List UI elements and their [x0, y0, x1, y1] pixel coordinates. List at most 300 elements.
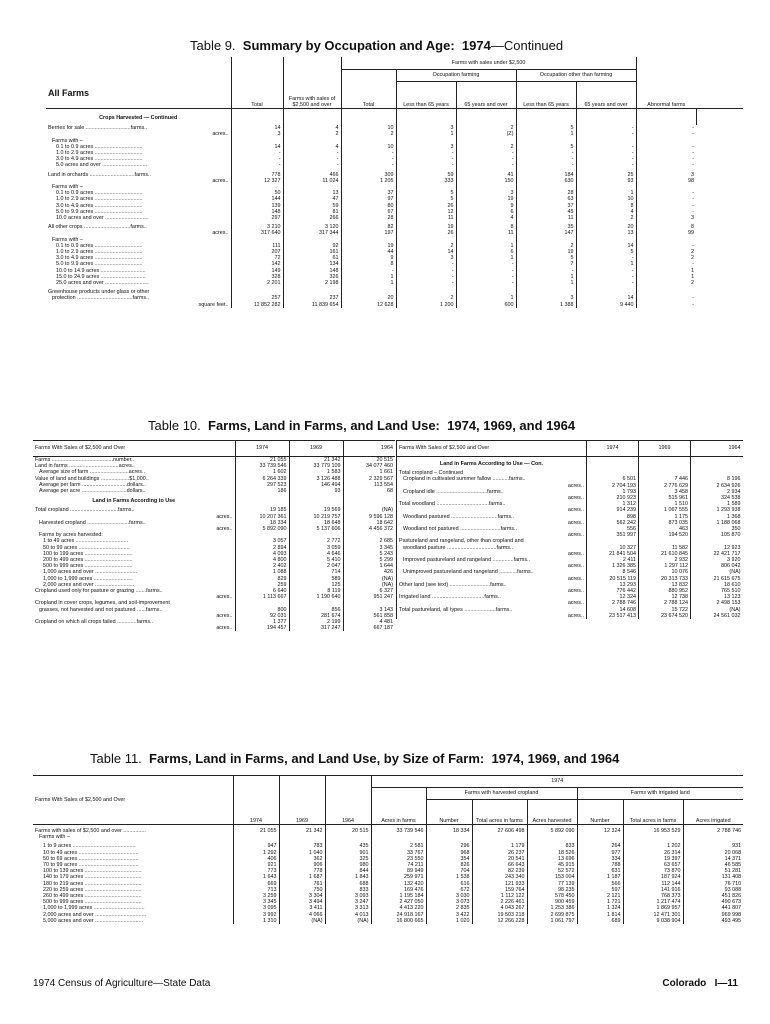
- cell-value: -: [516, 156, 576, 162]
- cell-value: 3 259: [233, 893, 279, 899]
- cell-value: -: [456, 156, 516, 162]
- row-label: Total cropland – Continued: [397, 470, 587, 476]
- cell-value: 197: [341, 230, 396, 236]
- cell-value: 2 776 629: [639, 483, 691, 489]
- cell-value: 296: [426, 840, 472, 849]
- cell-value: 493 495: [683, 918, 743, 924]
- cell-value: 184: [516, 169, 576, 178]
- cell-value: 10: [341, 144, 396, 150]
- table-row: [33, 625, 395, 631]
- cell-value: 12 628: [341, 302, 396, 308]
- cell-value: 3 120: [283, 221, 341, 230]
- cell-value: 82: [341, 221, 396, 230]
- cell-value: 1 869 957: [623, 905, 683, 911]
- cell-value: 148: [283, 268, 341, 274]
- cell-value: 3 920: [691, 557, 743, 563]
- cell-value: (NA): [691, 607, 743, 613]
- cell-value: 906: [279, 862, 325, 868]
- cell-value: -: [456, 280, 516, 286]
- t11-col-h-harvested: Acres harvested: [527, 800, 577, 825]
- row-label: acres..: [216, 612, 233, 619]
- cell-value: 161: [283, 249, 341, 255]
- cell-value: 768 373: [623, 893, 683, 899]
- cell-value: 600: [456, 302, 516, 308]
- cell-value: 672: [426, 887, 472, 893]
- cell-value: [283, 286, 341, 295]
- cell-value: 689: [577, 918, 623, 924]
- cell-value: 3 494: [279, 899, 325, 905]
- cell-value: 14 608: [587, 607, 639, 613]
- cell-value: (NA): [343, 576, 395, 582]
- row-label: acres..: [397, 563, 587, 569]
- cell-value: -: [692, 261, 695, 268]
- cell-value: 1 687: [279, 874, 325, 880]
- row-label: acres..: [216, 513, 233, 520]
- cell-value: 4: [576, 209, 636, 215]
- cell-value: -: [516, 268, 576, 274]
- cell-value: 4 093: [235, 551, 289, 557]
- cell-value: 5 137 606: [289, 526, 343, 532]
- row-label: 1.0 to 2.9 acres ................................: [46, 196, 231, 202]
- cell-value: [235, 494, 289, 507]
- cell-value: 21 841 504: [587, 551, 639, 557]
- cell-value: 566: [577, 881, 623, 887]
- cell-value: 19 185: [235, 507, 289, 513]
- footer-census-label: 1974 Census of Agriculture—State Data: [33, 978, 211, 989]
- cell-value: 8: [341, 261, 396, 267]
- cell-value: 2 581: [371, 840, 426, 849]
- cell-value: 589: [289, 576, 343, 582]
- row-label: 5.0 to 9.9 acres ................................: [46, 209, 231, 215]
- cell-value: 406: [233, 856, 279, 862]
- cell-value: 351 997: [587, 532, 639, 538]
- cell-value: 121 933: [472, 881, 527, 887]
- cell-value: 99: [688, 230, 695, 237]
- row-label: woodland pasture .................................farms..: [397, 545, 587, 551]
- cell-value: 7 446: [639, 476, 691, 482]
- cell-value: 2 226 461: [472, 899, 527, 905]
- cell-value: -: [576, 156, 636, 162]
- cell-value: 59: [396, 169, 456, 178]
- cell-value: 125: [289, 582, 343, 588]
- cell-value: -: [396, 150, 456, 156]
- cell-value: 12 738: [639, 594, 691, 600]
- cell-value: 969 998: [683, 912, 743, 918]
- cell-value: 52 572: [527, 868, 577, 874]
- cell-value: 968: [426, 850, 472, 856]
- row-label: Average per farm ..............................dollars..: [39, 481, 146, 488]
- cell-value: [231, 286, 283, 295]
- cell-value: 2 411: [587, 557, 639, 563]
- cell-value: 6 501: [587, 476, 639, 482]
- cell-value: 4 013: [325, 912, 371, 918]
- table-row: [46, 286, 743, 295]
- row-label: 1,000 to 1,999 acres ..........................: [43, 575, 133, 582]
- cell-value: 259 971: [371, 874, 426, 880]
- cell-value: 1 205: [341, 178, 396, 184]
- cell-value: 788: [577, 862, 623, 868]
- cell-value: 169 476: [371, 887, 426, 893]
- cell-value: 1 067 555: [639, 507, 691, 513]
- cell-value: 9: [456, 203, 516, 209]
- cell-value: 2: [283, 131, 341, 137]
- cell-value: 1 602: [235, 469, 289, 475]
- cell-value: 1 020: [426, 918, 472, 924]
- cell-value: 667 187: [343, 625, 395, 631]
- cell-value: -: [456, 150, 516, 156]
- table-row: [46, 169, 743, 178]
- cell-value: 159 764: [472, 887, 527, 893]
- cell-value: 2 634 926: [691, 483, 743, 489]
- cell-value: 5: [516, 144, 576, 150]
- cell-value: -: [576, 280, 636, 286]
- cell-value: 150: [456, 178, 516, 184]
- cell-value: -: [231, 150, 283, 156]
- cell-value: 1 583: [289, 469, 343, 475]
- cell-value: 9 038 904: [623, 918, 683, 924]
- cell-value: 259: [235, 582, 289, 588]
- cell-value: 1 510: [639, 501, 691, 507]
- cell-value: 1 721: [577, 899, 623, 905]
- cell-value: 18 610: [691, 582, 743, 588]
- cell-value: -: [692, 131, 695, 138]
- row-label: 1 to 9 acres ..........................................: [43, 843, 136, 850]
- cell-value: 3 304: [279, 893, 325, 899]
- cell-value: 2 934: [691, 489, 743, 495]
- cell-value: -: [396, 261, 456, 267]
- cell-value: 19: [396, 221, 456, 230]
- table10-right: [396, 440, 743, 619]
- cell-value: 47: [283, 196, 341, 202]
- cell-value: 74 211: [371, 862, 426, 868]
- t11-col-h-total: Total acres in farms: [472, 800, 527, 825]
- row-label: Improved pastureland and rangeland ..............farms..: [397, 557, 587, 563]
- cell-value: 435: [325, 840, 371, 849]
- cell-value: 5 299: [343, 557, 395, 563]
- cell-value: 3 126 488: [289, 476, 343, 482]
- t11-col-i-irrigated: Acres irrigated: [683, 800, 743, 825]
- cell-value: 898: [587, 514, 639, 520]
- cell-value: 26: [396, 203, 456, 209]
- cell-value: 616: [426, 881, 472, 887]
- footer-page-number: I—11: [714, 978, 738, 989]
- cell-value: 2: [691, 255, 695, 262]
- cell-value: 3: [456, 190, 516, 196]
- footer-state: Colorado: [662, 978, 707, 989]
- cell-value: 7: [516, 261, 576, 267]
- cell-value: 5: [516, 125, 576, 131]
- cell-value: 2: [516, 243, 576, 249]
- row-label: Berries for sale ..............................farms..: [46, 125, 231, 131]
- cell-value: 326: [283, 274, 341, 280]
- cell-value: 334: [577, 856, 623, 862]
- cell-value: 19: [516, 249, 576, 255]
- cell-value: 141 916: [623, 887, 683, 893]
- cell-value: 14: [231, 144, 283, 150]
- cell-value: 2: [456, 144, 516, 150]
- cell-value: -: [283, 162, 341, 168]
- cell-value: -: [456, 162, 516, 168]
- cell-value: 3 313: [325, 905, 371, 911]
- cell-value: 146 494: [289, 482, 343, 488]
- cell-value: 113 554: [343, 482, 395, 488]
- t11-col-i-number: Number: [577, 800, 623, 825]
- cell-value: 13 123: [691, 594, 743, 600]
- row-label: 10 to 49 acres ........................................: [43, 849, 139, 856]
- cell-value: 10 219 757: [289, 514, 343, 520]
- cell-value: 41: [456, 169, 516, 178]
- cell-value: -: [396, 268, 456, 274]
- cell-value: [456, 286, 516, 295]
- cell-value: 1 061 797: [527, 918, 577, 924]
- cell-value: 1: [576, 261, 636, 267]
- cell-value: 5 243: [343, 551, 395, 557]
- cell-value: -: [692, 301, 695, 308]
- t9-group-occ-other: Occupation other than farming: [516, 70, 636, 82]
- cell-value: 5: [516, 255, 576, 261]
- cell-value: 1: [516, 131, 576, 137]
- cell-value: 3 030: [426, 893, 472, 899]
- cell-value: 8 119: [289, 588, 343, 594]
- cell-value: 187 924: [623, 874, 683, 880]
- cell-value: -: [692, 143, 695, 150]
- cell-value: 900 459: [527, 899, 577, 905]
- cell-value: 1 088: [235, 569, 289, 575]
- cell-value: -: [396, 280, 456, 286]
- table-row: [33, 918, 743, 924]
- cell-value: 714: [289, 569, 343, 575]
- cell-value: 257: [231, 295, 283, 301]
- table9-row-header: All Farms: [48, 88, 90, 98]
- cell-value: 23 550: [371, 856, 426, 862]
- cell-value: 873 035: [639, 520, 691, 526]
- cell-value: 1 324: [577, 905, 623, 911]
- row-label: Farms with –: [46, 184, 231, 190]
- cell-value: 1 377: [235, 619, 289, 625]
- cell-value: 111: [231, 243, 283, 249]
- table-row: [46, 221, 743, 230]
- row-label: 0.1 to 0.9 acres ................................: [46, 144, 231, 150]
- cell-value: (NA): [279, 918, 325, 924]
- t11-group-harvested: Farms with harvested cropland: [426, 788, 577, 800]
- cell-value: 297: [231, 215, 283, 221]
- cell-value: -: [396, 156, 456, 162]
- row-label: 2,000 acres and over ..................................: [43, 911, 147, 918]
- cell-value: 10 076: [639, 569, 691, 575]
- cell-value: 1 793: [587, 489, 639, 495]
- cell-value: 2 788 746: [683, 825, 743, 835]
- cell-value: 1: [516, 280, 576, 286]
- row-label: Woodland pastured ...............................farms..: [397, 514, 587, 520]
- cell-value: 562 242: [587, 520, 639, 526]
- table-row: [33, 494, 395, 507]
- row-label: Average size of farm ..........................acres..: [39, 469, 145, 476]
- cell-value: 148: [231, 209, 283, 215]
- cell-value: 134: [283, 261, 341, 267]
- cell-value: 20: [576, 221, 636, 230]
- cell-value: 2 199: [289, 619, 343, 625]
- row-label: 70 to 99 acres ........................................: [43, 862, 139, 869]
- row-label: Value of land and buildings ...................$1,000..: [35, 475, 149, 482]
- cell-value: 11: [516, 215, 576, 221]
- cell-value: 18 334: [235, 520, 289, 526]
- cell-value: 45: [516, 209, 576, 215]
- cell-value: 2 427 050: [371, 899, 426, 905]
- cell-value: 98 235: [527, 887, 577, 893]
- cell-value: 3 057: [235, 538, 289, 544]
- t10-left-header: Farms With Sales of $2,500 and Over: [35, 445, 126, 452]
- cell-value: 20 515 119: [587, 576, 639, 582]
- cell-value: 8: [691, 224, 695, 231]
- cell-value: 2 835: [426, 905, 472, 911]
- cell-value: 980: [325, 862, 371, 868]
- cell-value: 317 247: [289, 625, 343, 631]
- cell-value: 2 894: [235, 545, 289, 551]
- cell-value: -: [341, 162, 396, 168]
- cell-value: 1 297 112: [639, 563, 691, 569]
- cell-value: 800: [235, 607, 289, 613]
- cell-value: 28: [516, 190, 576, 196]
- cell-value: 2 685: [343, 538, 395, 544]
- cell-value: -: [341, 268, 396, 274]
- cell-value: -: [692, 208, 695, 215]
- cell-value: 13 832: [639, 582, 691, 588]
- cell-value: 9 440: [576, 302, 636, 308]
- row-label: 5,000 acres and over ................................: [43, 917, 144, 924]
- cell-value: 105 870: [691, 532, 743, 538]
- cell-value: 1 644: [343, 563, 395, 569]
- t9-col-2500: Farms with sales of $2,500 and over: [283, 57, 341, 109]
- table10-title: Table 10. Farms, Land in Farms, and Land Use: 1974, 1969, and 1964: [148, 418, 576, 433]
- cell-value: [343, 494, 395, 507]
- cell-value: 6 640: [235, 588, 289, 594]
- cell-value: 97: [341, 196, 396, 202]
- cell-value: (NA): [325, 918, 371, 924]
- cell-value: -: [692, 196, 695, 203]
- row-label: 500 to 999 acres ......................................: [43, 899, 142, 906]
- cell-value: -: [576, 255, 636, 261]
- cell-value: 20 068: [683, 850, 743, 856]
- cell-value: 4 481: [343, 619, 395, 625]
- cell-value: -: [576, 150, 636, 156]
- cell-value: 951 247: [343, 594, 395, 600]
- cell-value: 2 704 193: [587, 483, 639, 489]
- table9: [46, 57, 743, 308]
- cell-value: 3 992: [233, 912, 279, 918]
- cell-value: [289, 494, 343, 507]
- row-label: 500 to 999 acres ................................: [43, 563, 133, 570]
- cell-value: [516, 286, 576, 295]
- cell-value: 20: [341, 295, 396, 301]
- cell-value: 597: [577, 887, 623, 893]
- cell-value: 207: [231, 249, 283, 255]
- cell-value: 61: [283, 255, 341, 261]
- cell-value: 3 093: [325, 893, 371, 899]
- cell-value: (NA): [343, 507, 395, 513]
- cell-value: 14 371: [683, 856, 743, 862]
- t10-year-1964: 1964: [343, 441, 395, 457]
- cell-value: 8: [456, 221, 516, 230]
- cell-value: 333: [396, 178, 456, 184]
- cell-value: 19: [456, 196, 516, 202]
- cell-value: 761: [279, 881, 325, 887]
- cell-value: 14: [576, 243, 636, 249]
- cell-value: 12 327: [231, 178, 283, 184]
- row-label: acres..: [397, 600, 587, 606]
- row-label: Farms with –: [46, 138, 231, 144]
- cell-value: 2 498 153: [691, 600, 743, 606]
- cell-value: 264: [577, 840, 623, 849]
- cell-value: 1: [576, 190, 636, 196]
- t10-right-header: Farms With Sales of $2,500 and Over: [397, 441, 587, 457]
- cell-value: 1: [341, 274, 396, 280]
- cell-value: 3 073: [426, 899, 472, 905]
- cell-value: 5 410: [289, 557, 343, 563]
- cell-value: 92 031: [235, 613, 289, 619]
- table-row: [33, 825, 743, 835]
- cell-value: 3: [231, 131, 283, 137]
- cell-value: -: [456, 268, 516, 274]
- row-label: acres..: [397, 588, 587, 594]
- t9-col-lt65b: Less than 65 years: [516, 82, 576, 109]
- t9-section: Crops Harvested — Continued: [46, 109, 231, 126]
- row-label: Cropland on which all crops failed .............farms..: [35, 619, 154, 626]
- cell-value: 309: [341, 169, 396, 178]
- row-label: Land in Farms According to Use: [92, 498, 176, 505]
- cell-value: -: [456, 274, 516, 280]
- cell-value: 77 139: [527, 881, 577, 887]
- cell-value: 4: [283, 125, 341, 131]
- cell-value: 1: [396, 131, 456, 137]
- cell-value: 63 657: [623, 862, 683, 868]
- row-label: 25.0 acres and over .............................: [46, 280, 231, 286]
- cell-value: 1 187: [577, 874, 623, 880]
- cell-value: 20 313 733: [639, 576, 691, 582]
- row-label: square feet..: [46, 302, 231, 308]
- cell-value: 19 503 218: [472, 912, 527, 918]
- cell-value: 977: [577, 850, 623, 856]
- cell-value: 2 329 567: [343, 476, 395, 482]
- cell-value: 2 047: [289, 563, 343, 569]
- cell-value: -: [692, 295, 695, 302]
- cell-value: 1 253 386: [527, 905, 577, 911]
- cell-value: -: [692, 242, 695, 249]
- row-label: 100 to 199 acres ................................: [43, 550, 133, 557]
- cell-value: -: [283, 150, 341, 156]
- table-row: [33, 457, 395, 464]
- table-row: [33, 840, 743, 849]
- cell-value: 23 517 413: [587, 613, 639, 619]
- cell-value: 153 004: [527, 874, 577, 880]
- table-row: [397, 613, 743, 619]
- cell-value: 15 722: [639, 607, 691, 613]
- cell-value: 132 420: [371, 881, 426, 887]
- cell-value: 3 422: [426, 912, 472, 918]
- cell-value: 561 858: [343, 613, 395, 619]
- cell-value: 1 589: [691, 501, 743, 507]
- cell-value: 16 953 529: [623, 825, 683, 835]
- cell-value: 947: [233, 840, 279, 849]
- cell-value: 2 402: [235, 563, 289, 569]
- cell-value: 451 826: [683, 893, 743, 899]
- cell-value: 14: [396, 249, 456, 255]
- cell-value: 14: [231, 125, 283, 131]
- cell-value: 21 615 675: [691, 576, 743, 582]
- row-label: Total cropland ................................farms..: [35, 507, 135, 514]
- cell-value: -: [692, 150, 695, 157]
- cell-value: -: [692, 162, 695, 169]
- cell-value: 1 643: [233, 874, 279, 880]
